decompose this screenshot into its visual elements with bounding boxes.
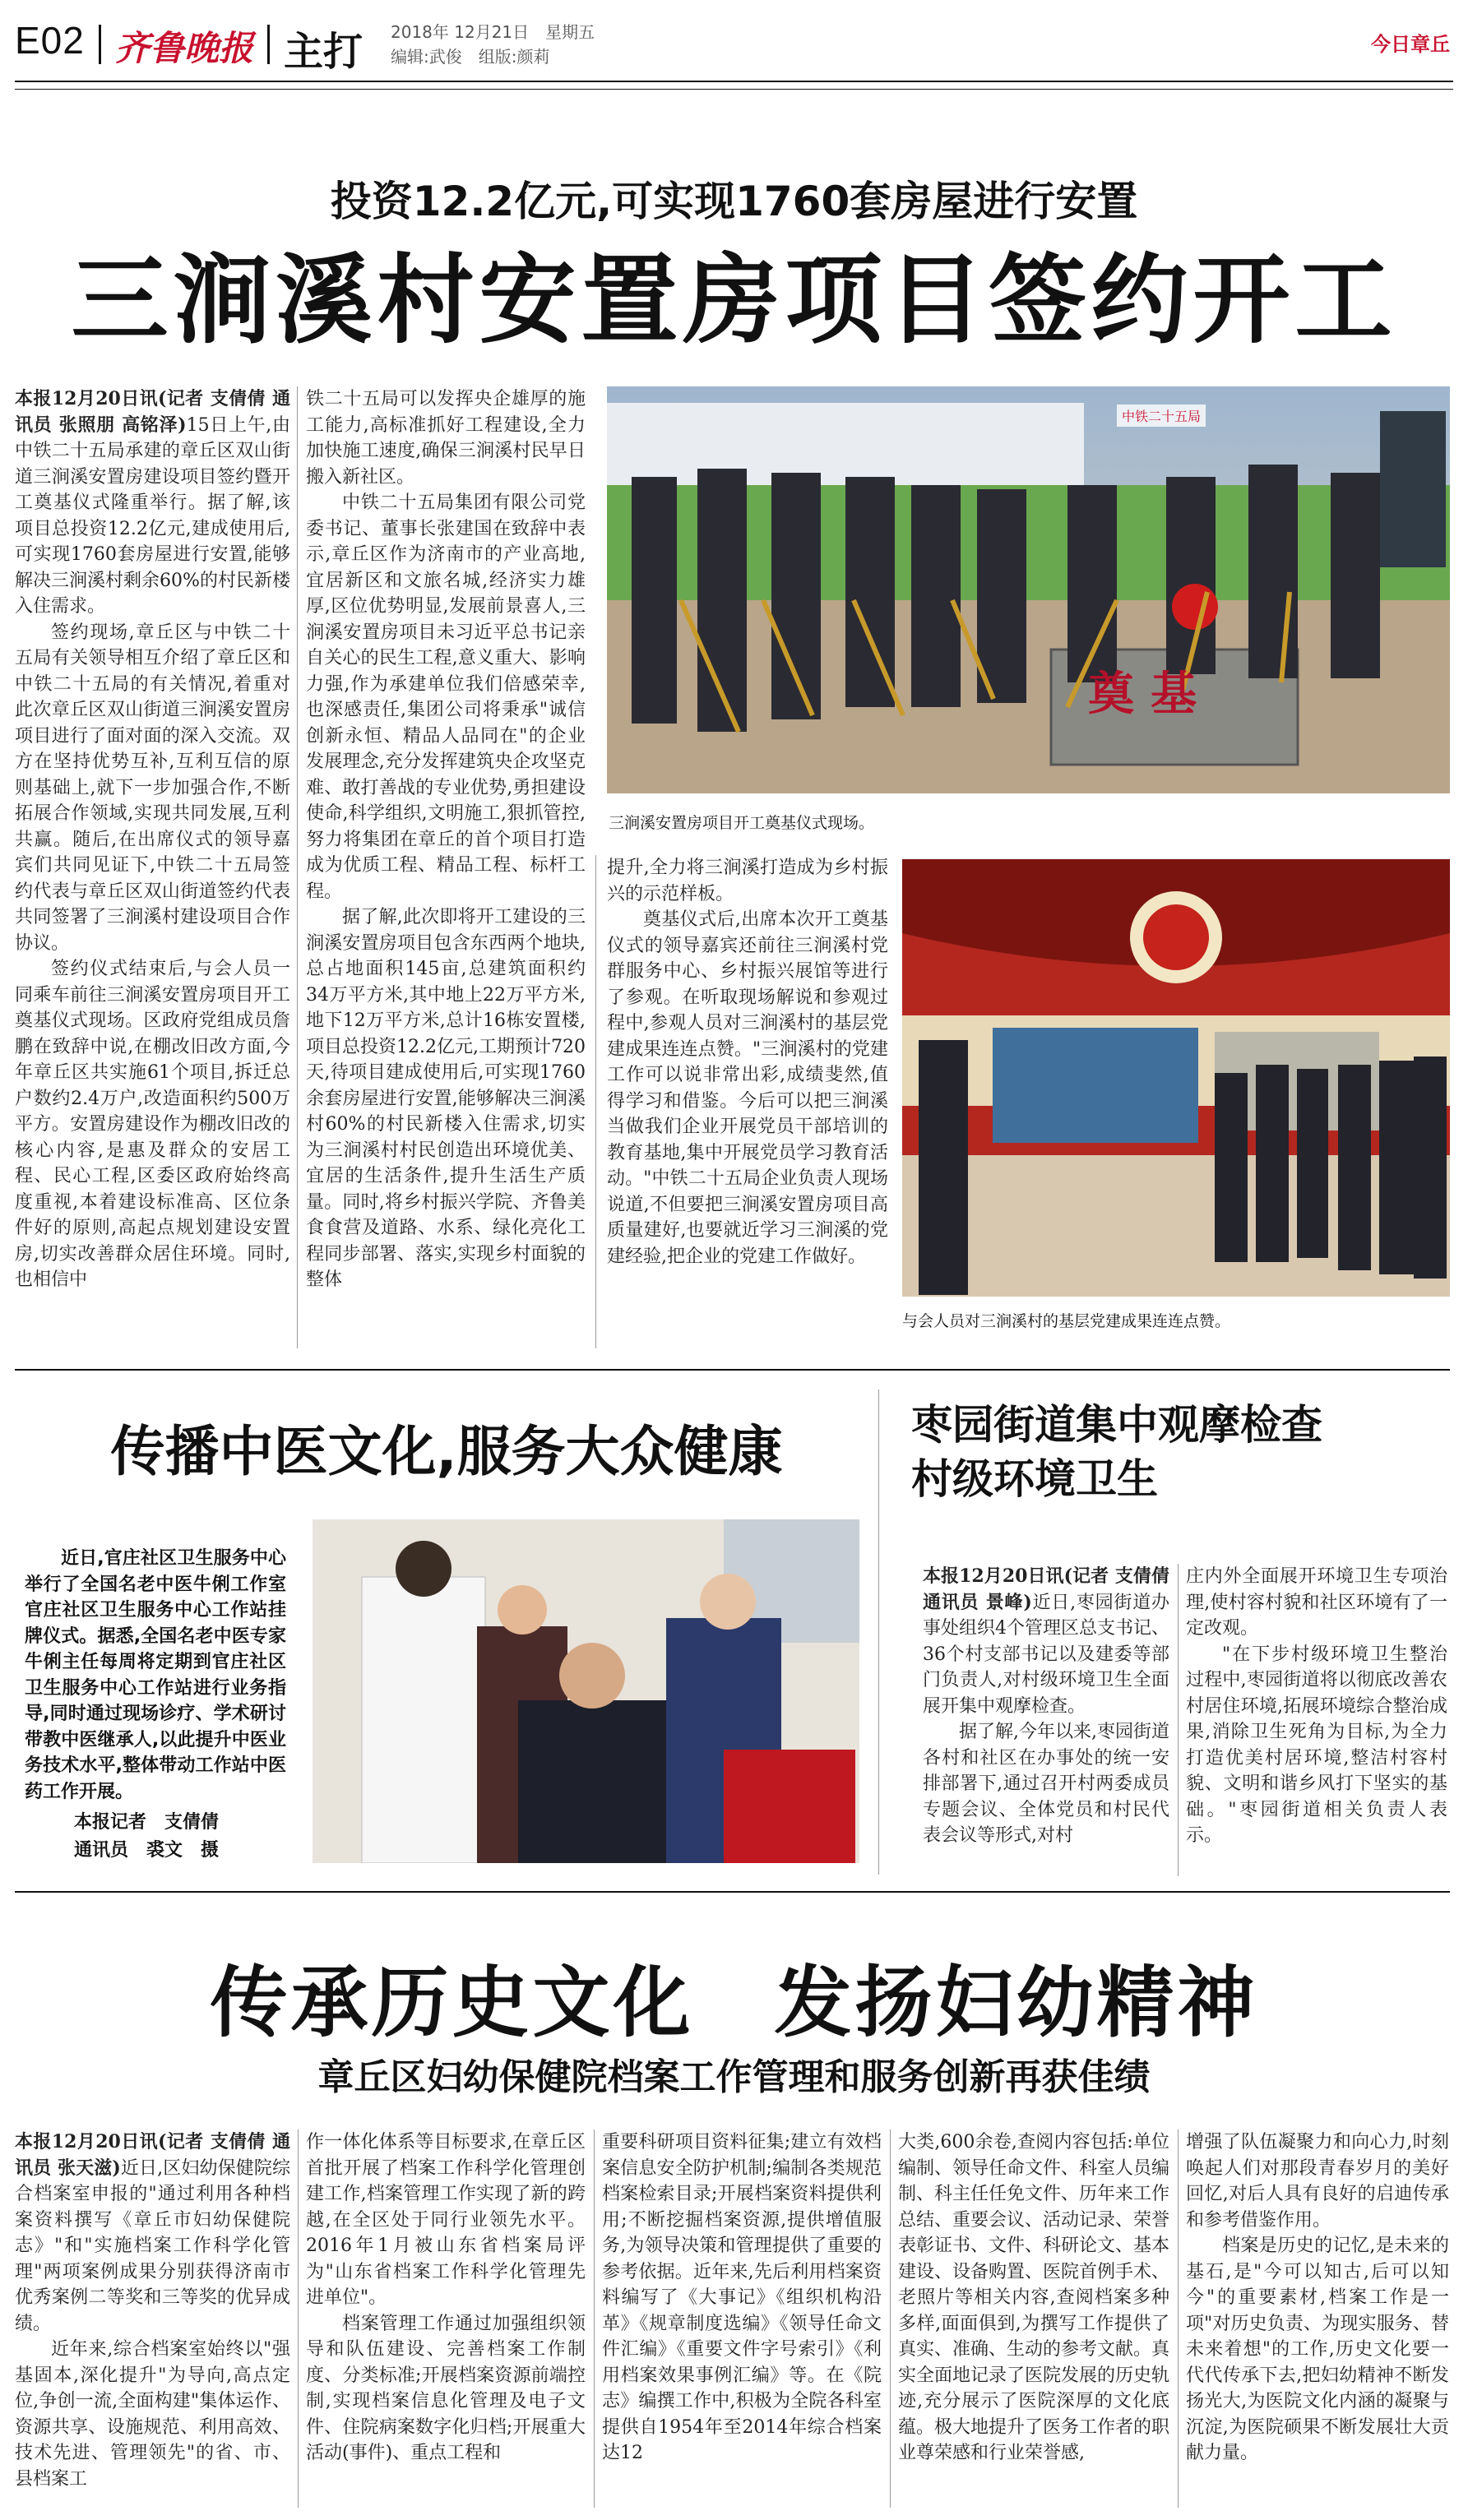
issue-date: 2018年 12月21日 星期五 xyxy=(391,22,595,42)
paragraph: 据了解,今年以来,枣园街道各村和社区在办事处的统一安排部署下,通过召开村两委成员专题会议、全体党员和村民代表会议等形式,对村 xyxy=(923,1722,1169,1846)
column-rule xyxy=(297,386,298,1348)
header-rule xyxy=(15,81,1453,90)
header-divider xyxy=(267,25,270,64)
article1-column-2 xyxy=(306,386,586,1348)
column-rule xyxy=(594,2129,595,2508)
photo-caption: 三涧溪安置房项目开工奠基仪式现场。 xyxy=(609,814,875,832)
article3-column-1 xyxy=(923,1564,1169,1876)
paragraph: 作一体化体系等目标要求,在章丘区首批开展了档案工作科学化管理创建工作,档案管理工作实现了新的跨越,在全区处于同行业领先水平。2016年1月被山东省档案局评为"山东省档案工作科学化管理先进单位"。 xyxy=(306,2132,586,2308)
paragraph: 铁二十五局可以发挥央企雄厚的施工能力,高标准抓好工程建设,全力加快施工速度,确保三涧溪村民早日搬入新社区。 xyxy=(306,389,586,488)
article2-byline xyxy=(74,1809,219,1865)
article4-dateline: 本报12月20日讯(记者 支倩倩 通讯员 张天滋) xyxy=(15,2131,290,2179)
paragraph: "在下步村级环境卫生整治过程中,枣园街道将以彻底改善农村居住环境,拓展环境综合整治成果,消除卫生死角为目标,为全力打造优美村居环境,整洁村容村貌、文明和谐乡风打下坚实的基础。"枣园街道相关负责人表示。 xyxy=(1186,1644,1447,1846)
column-rule xyxy=(878,1389,879,1875)
paragraph: 签约仪式结束后,与会人员一同乘车前往三涧溪安置房项目开工奠基仪式现场。区政府党组成员詹鹏在致辞中说,在棚改旧改方面,今年章丘区共实施61个项目,拆迁总户数约2.4万户,改造面积约500万平方。安置房建设作为棚改旧改的核心内容,是惠及群众的安居工程、民心工程,区委区政府始终高度重视,本着建设标准高、区位条件好的原则,高起点规划建设安置房,切实改善群众居住环境。同时,也相信中 xyxy=(15,959,290,1290)
exhibition-photo xyxy=(902,859,1450,1297)
paragraph: 据了解,此次即将开工建设的三涧溪安置房项目包含东西两个地块,总占地面积145亩,总建筑面积约34万平方米,其中地上22万平方米,地下12万平方米,总计16栋安置楼,项目总投资12.2亿元,工期预计720天,待项目建成使用后,可实现1760余套房屋进行安置,能够解决三涧溪村60%的村民新楼入住需求,切实为三涧溪村村民创造出环境优美、宜居的生活条件,提升生活生产质量。同时,将乡村振兴学院、齐鲁美食食营及道路、水系、绿化亮化工程同步部署、落实,实现乡村面貌的整体 xyxy=(306,907,586,1290)
column-rule xyxy=(890,2129,891,2508)
paragraph: 15日上午,由中铁二十五局承建的章丘区双山街道三涧溪安置房建设项目签约暨开工奠基仪式隆重举行。据了解,该项目总投资12.2亿元,建成使用后,可实现1760套房屋进行安置,能够解决三涧溪村剩余60%的村民新楼入住需求。 xyxy=(15,414,290,617)
article3-dateline: 本报12月20日讯(记者 支倩倩 通讯员 景峰) xyxy=(923,1565,1169,1613)
article1-subtitle: 投资12.2亿元,可实现1760套房屋进行安置 xyxy=(330,178,1138,225)
article4-column-5 xyxy=(1186,2129,1449,2508)
column-rule xyxy=(298,2129,299,2508)
exhibition-photo-art xyxy=(902,859,1450,1297)
paragraph: 档案是历史的记忆,是未来的基石,是"今可以知古,后可以知今"的重要素材,档案工作是一项"对历史负责、为现实服务、替未来着想"的工作,历史文化要一代代传承下去,把妇幼精神不断发扬光大,为医院文化内涵的凝聚与沉淀,为医院硕果不断发展壮大贡献力量。 xyxy=(1186,2236,1449,2463)
article4-column-4 xyxy=(898,2129,1169,2508)
article4-subtitle: 章丘区妇幼保健院档案工作管理和服务创新再获佳绩 xyxy=(317,2056,1151,2098)
header-divider xyxy=(99,25,101,64)
article3-title-line: 枣园街道集中观摩检查 xyxy=(911,1401,1322,1449)
photo-caption: 与会人员对三涧溪村的基层党建成果连连点赞。 xyxy=(902,1312,1231,1330)
article2-title: 传播中医文化,服务大众健康 xyxy=(110,1420,783,1483)
paragraph: 近年来,综合档案室始终以"强基固本,深化提升"为导向,高点定位,争创一流,全面构建"集体运作、资源共享、设施规范、利用高效、技术先进、管理领先"的省、市、县档案工 xyxy=(15,2339,290,2490)
section-name: 主打 xyxy=(284,29,364,75)
groundbreaking-photo-art xyxy=(607,386,1450,793)
section-rule xyxy=(15,1369,1450,1371)
article4-column-2 xyxy=(306,2129,586,2508)
header-meta xyxy=(391,20,595,69)
paragraph: 增强了队伍凝聚力和向心力,时刻唤起人们对那段青春岁月的美好回忆,对后人具有良好的启迪传承和参考借鉴作用。 xyxy=(1186,2132,1449,2231)
reporter-credit: 本报记者 支倩倩 xyxy=(74,1812,220,1833)
paragraph: 签约现场,章丘区与中铁二十五局有关领导相互介绍了章丘区和中铁二十五局的有关情况,着重对此次章丘区双山街道三涧溪安置房项目进行了面对面的深入交流。双方在坚持优势互补,互利互信的原则基础上,就下一步加强合作,不断拓展合作领域,实现共同发展,互利共赢。随后,在出席仪式的领导嘉宾们共同见证下,中铁二十五局签约代表与章丘区双山街道签约代表共同签署了三涧溪村建设项目合作协议。 xyxy=(15,622,290,954)
section-tag: 今日章丘 xyxy=(1371,33,1450,56)
article4-column-3 xyxy=(602,2129,882,2508)
article1-column-3 xyxy=(607,855,888,1348)
paragraph: 提升,全力将三涧溪打造成为乡村振兴的示范样板。 xyxy=(607,858,888,904)
article1-title: 三涧溪村安置房项目签约开工 xyxy=(71,243,1397,357)
article1-column-1 xyxy=(15,386,290,1348)
article3-title xyxy=(911,1398,1322,1506)
article4-title: 传承历史文化 发扬妇幼精神 xyxy=(210,1958,1258,2048)
column-rule xyxy=(1178,1564,1179,1876)
section-rule xyxy=(15,1891,1450,1893)
article3-column-2 xyxy=(1186,1564,1447,1876)
paragraph: 近日,区妇幼保健院综合档案室申报的"通过利用各种档案资料撰写《章丘市妇幼保健院志》"和"实施档案工作科学化管理"两项案例成果分别获得济南市优秀案例二等奖和三等奖的优异成绩。 xyxy=(15,2157,290,2334)
banner-text: 中铁二十五局 xyxy=(1117,405,1206,427)
paragraph: 庄内外全面展开环境卫生专项治理,使村容村貌和社区环境有了一定改观。 xyxy=(1186,1566,1447,1639)
editor-credit: 编辑:武俊 组版:颜莉 xyxy=(391,47,550,67)
article1-dateline: 本报12月20日讯(记者 支倩倩 通讯员 张照朋 高铭泽) xyxy=(15,388,290,436)
page-number: E02 xyxy=(15,19,85,62)
groundbreaking-photo xyxy=(607,386,1450,793)
article4-column-1 xyxy=(15,2129,290,2508)
paragraph: 重要科研项目资料征集;建立有效档案信息安全防护机制;编制各类规范档案检索目录;开展档案资料提供利用;不断挖掘档案资源,提供增值服务,为领导决策和管理提供了重要的参考依据。近年来,先后利用档案资料编写了《大事记》《组织机构沿革》《规章制度选编》《领导任命文件汇编》《重要文件字号索引》《利用档案效果事例汇编》等。在《院志》编撰工作中,积极为全院各科室提供自1954年至2014年综合档案达12 xyxy=(602,2132,882,2463)
newspaper-logo: 齐鲁晚报 xyxy=(115,28,254,68)
paragraph: 档案管理工作通过加强组织领导和队伍建设、完善档案工作制度、分类标准;开展档案资源前端控制,实现档案信息化管理及电子文件、住院病案数字化归档;开展重大活动(事件)、重点工程和 xyxy=(306,2313,586,2463)
column-rule xyxy=(595,855,596,1348)
article2-body: 近日,官庄社区卫生服务中心举行了全国名老中医牛俐工作室官庄社区卫生服务中心工作站挂牌仪式。据悉,全国名老中医专家牛俐主任每周将定期到官庄社区卫生服务中心工作站进行业务指导,同时通过现场诊疗、学术研讨带教中医继承人,以此提升中医业务技术水平,整体带动工作站中医药工作开展。 xyxy=(25,1548,286,1802)
column-rule xyxy=(1178,2129,1179,2508)
paragraph: 中铁二十五局集团有限公司党委书记、董事长张建国在致辞中表示,章丘区作为济南市的产业高地,宜居新区和文旅名城,经济实力雄厚,区位优势明显,发展前景喜人,三涧溪安置房项目未习近平总书记亲自关心的民生工程,意义重大、影响力强,作为承建单位我们倍感荣幸,也深感责任,集团公司将秉承"诚信创新永恒、精品人品同在"的企业发展理念,充分发挥建筑央企攻坚克难、敢打善战的专业优势,勇担建设使命,科学组织,文明施工,狠抓管控,努力将集团在章丘的首个项目打造成为优质工程、精品工程、标杆工程。 xyxy=(306,492,586,902)
paragraph: 近日,枣园街道办事处组织4个管理区总支书记、36个村支部书记以及建委等部门负责人,对村级环境卫生全面展开集中观摩检查。 xyxy=(923,1592,1169,1717)
article3-title-line: 村级环境卫生 xyxy=(911,1455,1158,1503)
photographer-credit: 通讯员 裘文 摄 xyxy=(74,1840,220,1861)
clinic-photo xyxy=(313,1519,859,1863)
clinic-photo-art xyxy=(313,1519,859,1863)
foundation-stone-text: 奠基 xyxy=(1088,667,1213,721)
paragraph: 大类,600余卷,查阅内容包括:单位编制、领导任命文件、科室人员编制、科主任任免文件、历年来工作总结、重要会议、活动记录、荣誉表彰证书、文件、科研论文、基本建设、设备购置、医院首例手术、老照片等相关内容,查阅档案多种多样,面面俱到,为撰写工作提供了真实、准确、生动的参考文献。真实全面地记录了医院发展的历史轨迹,充分展示了医院深厚的文化底蕴。极大地提升了医务工作者的职业尊荣感和行业荣誉感, xyxy=(898,2132,1169,2463)
paragraph: 奠基仪式后,出席本次开工奠基仪式的领导嘉宾还前往三涧溪村党群服务中心、乡村振兴展馆等进行了参观。在听取现场解说和参观过程中,参观人员对三涧溪村的基层党建成果连连点赞。"三涧溪村的党建工作可以说非常出彩,成绩斐然,值得学习和借鉴。今后可以把三涧溪当做我们企业开展党员干部培训的教育基地,集中开展党员学习教育活动。"中铁二十五局企业负责人现场说道,不但要把三涧溪安置房项目高质量建好,也要就近学习三涧溪的党建经验,把企业的党建工作做好。 xyxy=(607,909,888,1267)
